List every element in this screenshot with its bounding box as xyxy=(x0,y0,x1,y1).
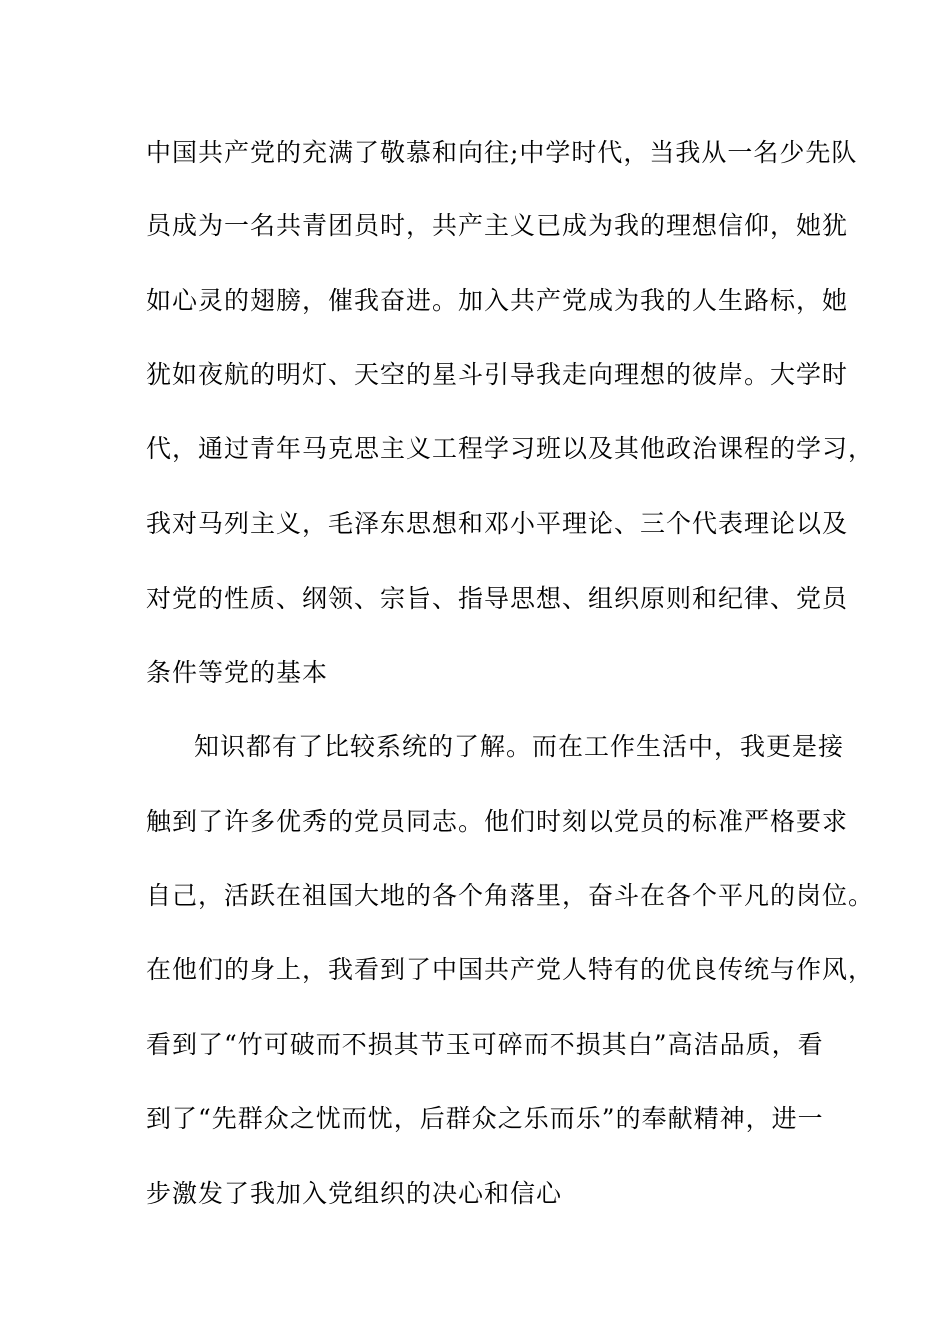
paragraph-1-line-4: 犹如夜航的明灯、天空的星斗引导我走向理想的彼岸。大学时 xyxy=(146,360,849,389)
paragraph-2-line-6: 到了“先群众之忧而忧，后群众之乐而乐”的奉献精神，进一 xyxy=(146,1104,824,1133)
paragraph-1-line-3: 如心灵的翅膀，催我奋进。加入共产党成为我的人生路标，她 xyxy=(146,286,849,315)
paragraph-1-line-6: 我对马列主义，毛泽东思想和邓小平理论、三个代表理论以及 xyxy=(146,509,849,538)
paragraph-1-line-2: 员成为一名共青团员时，共产主义已成为我的理想信仰，她犹 xyxy=(146,211,849,240)
paragraph-1-line-5: 代，通过青年马克思主义工程学习班以及其他政治课程的学习， xyxy=(146,434,875,463)
paragraph-1-line-7: 对党的性质、纲领、宗旨、指导思想、组织原则和纪律、党员 xyxy=(146,584,849,613)
paragraph-2-line-7: 步激发了我加入党组织的决心和信心 xyxy=(146,1179,563,1208)
paragraph-2-line-3: 自己，活跃在祖国大地的各个角落里，奋斗在各个平凡的岗位。 xyxy=(146,881,875,910)
paragraph-1-line-8: 条件等党的基本 xyxy=(146,658,329,687)
paragraph-2-line-5: 看到了“竹可破而不损其节玉可碎而不损其白”高洁品质，看 xyxy=(146,1030,824,1059)
paragraph-1-line-1: 中国共产党的充满了敬慕和向往;中学时代，当我从一名少先队 xyxy=(146,138,858,167)
paragraph-2-line-2: 触到了许多优秀的党员同志。他们时刻以党员的标准严格要求 xyxy=(146,807,849,836)
paragraph-2-line-1: 知识都有了比较系统的了解。而在工作生活中，我更是接 xyxy=(194,732,845,761)
paragraph-2-line-4: 在他们的身上，我看到了中国共产党人特有的优良传统与作风， xyxy=(146,955,875,984)
